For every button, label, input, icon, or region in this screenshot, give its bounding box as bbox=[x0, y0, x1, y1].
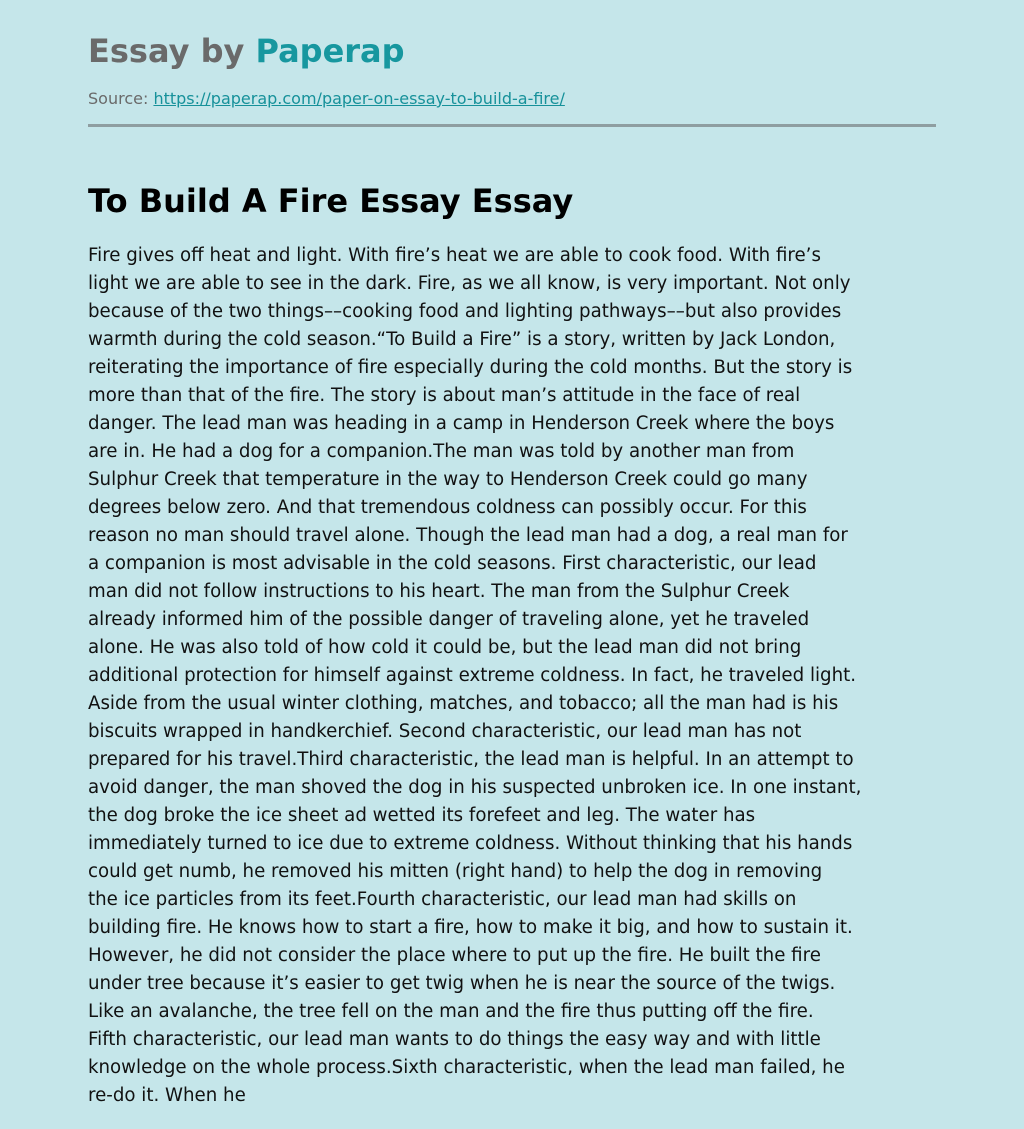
essay-line: building fire. He knows how to start a fire, how to make it big, and how to sustain it. bbox=[88, 917, 853, 938]
essay-line: Like an avalanche, the tree fell on the man and the fire thus putting off the fire. bbox=[88, 1001, 814, 1022]
essay-line: because of the two things––cooking food and lighting pathways––but also provides bbox=[88, 301, 842, 322]
essay-line: re-do it. When he bbox=[88, 1085, 246, 1106]
essay-line: alone. He was also told of how cold it could be, but the lead man did not bring bbox=[88, 637, 802, 658]
essay-line: degrees below zero. And that tremendous coldness can possibly occur. For this bbox=[88, 497, 807, 518]
source-line bbox=[88, 88, 565, 110]
essay-line: a companion is most advisable in the cold seasons. First characteristic, our lead bbox=[88, 553, 817, 574]
header-divider bbox=[88, 124, 936, 127]
essay-line: warmth during the cold season.“To Build a Fire” is a story, written by Jack London, bbox=[88, 329, 836, 350]
essay-line: the ice particles from its feet.Fourth characteristic, our lead man had skills on bbox=[88, 889, 797, 910]
essay-line: immediately turned to ice due to extreme coldness. Without thinking that his hands bbox=[88, 833, 853, 854]
essay-line: Sulphur Creek that temperature in the way to Henderson Creek could go many bbox=[88, 469, 808, 490]
brand-name: Paperap bbox=[255, 32, 405, 70]
essay-line: more than that of the fire. The story is about man’s attitude in the face of real bbox=[88, 385, 801, 406]
essay-line: already informed him of the possible danger of traveling alone, yet he traveled bbox=[88, 609, 810, 630]
essay-line: biscuits wrapped in handkerchief. Second characteristic, our lead man has not bbox=[88, 721, 802, 742]
brand-prefix: Essay by bbox=[88, 32, 256, 70]
essay-line: However, he did not consider the place where to put up the fire. He built the fire bbox=[88, 945, 821, 966]
essay-line: light we are able to see in the dark. Fire, as we all know, is very important. Not only bbox=[88, 273, 851, 294]
essay-line: reiterating the importance of fire especially during the cold months. But the story is bbox=[88, 357, 853, 378]
essay-line: are in. He had a dog for a companion.The man was told by another man from bbox=[88, 441, 795, 462]
essay-line: danger. The lead man was heading in a camp in Henderson Creek where the boys bbox=[88, 413, 835, 434]
essay-line: could get numb, he removed his mitten (right hand) to help the dog in removing bbox=[88, 861, 823, 882]
essay-line: reason no man should travel alone. Though the lead man had a dog, a real man for bbox=[88, 525, 848, 546]
essay-line: Fifth characteristic, our lead man wants to do things the easy way and with little bbox=[88, 1029, 821, 1050]
source-label: Source: bbox=[88, 89, 149, 108]
essay-title: To Build A Fire Essay Essay bbox=[88, 182, 574, 220]
source-link[interactable]: https://paperap.com/paper-on-essay-to-build-a-fire/ bbox=[153, 89, 565, 108]
essay-line: Fire gives off heat and light. With fire’s heat we are able to cook food. With fire’s bbox=[88, 245, 821, 266]
essay-line: under tree because it’s easier to get twig when he is near the source of the twigs. bbox=[88, 973, 836, 994]
essay-line: avoid danger, the man shoved the dog in his suspected unbroken ice. In one instant, bbox=[88, 777, 862, 798]
essay-body bbox=[88, 242, 936, 1110]
essay-line: prepared for his travel.Third characteristic, the lead man is helpful. In an attempt to bbox=[88, 749, 854, 770]
essay-line: knowledge on the whole process.Sixth characteristic, when the lead man failed, he bbox=[88, 1057, 845, 1078]
site-brand bbox=[88, 30, 405, 72]
essay-line: Aside from the usual winter clothing, matches, and tobacco; all the man had is his bbox=[88, 693, 839, 714]
essay-line: additional protection for himself against extreme coldness. In fact, he traveled light. bbox=[88, 665, 857, 686]
essay-line: the dog broke the ice sheet ad wetted its forefeet and leg. The water has bbox=[88, 805, 756, 826]
essay-line: man did not follow instructions to his heart. The man from the Sulphur Creek bbox=[88, 581, 790, 602]
